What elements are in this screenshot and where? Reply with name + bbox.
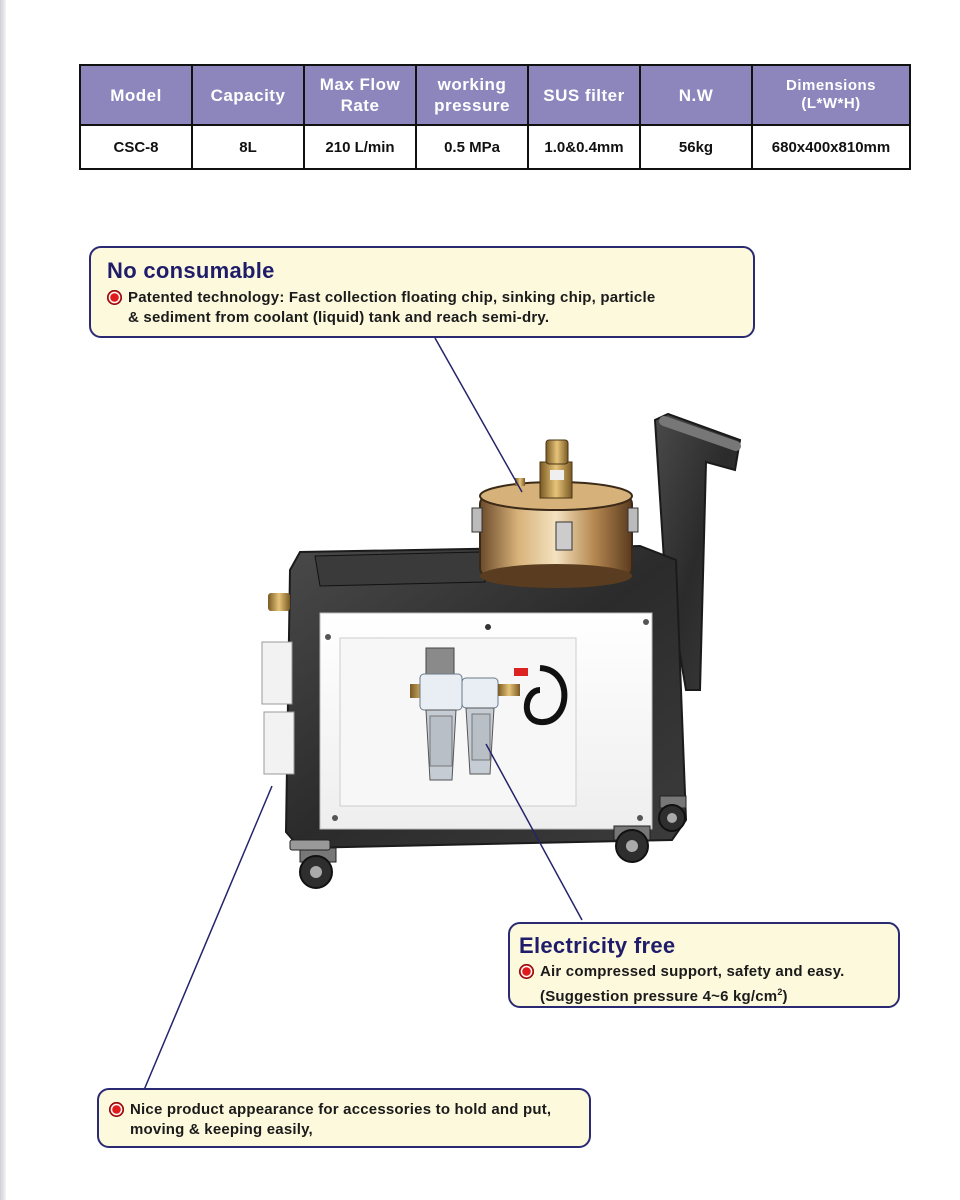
collection-tank: [472, 440, 638, 588]
callout-title: Electricity free: [519, 933, 676, 958]
bullet-icon: [107, 290, 122, 305]
callout-text-line: Nice product appearance for accessories to hold and put,: [130, 1101, 552, 1118]
header-sus-filter: SUS filter: [528, 65, 640, 125]
callout-text-line: Air compressed support, safety and easy.: [540, 963, 845, 980]
cell-max-flow-rate: 210 L/min: [304, 125, 416, 169]
cell-dimensions: 680x400x810mm: [752, 125, 910, 169]
cell-nw: 56kg: [640, 125, 752, 169]
callout-text-line: & sediment from coolant (liquid) tank and reach semi-dry.: [128, 309, 550, 326]
bullet-icon: [519, 964, 534, 979]
cell-capacity: 8L: [192, 125, 304, 169]
header-capacity: Capacity: [192, 65, 304, 125]
list-item: [519, 962, 845, 1007]
callout-text-line: (Suggestion pressure 4~6 $kg/cm^2$): [540, 987, 788, 1005]
bullet-icon: [109, 1102, 124, 1117]
header-max-flow-rate: Max Flow Rate: [304, 65, 416, 125]
callout-title: No consumable: [107, 258, 275, 283]
callout-text-line: moving & keeping easily,: [130, 1121, 313, 1138]
header-working-pressure: working pressure: [416, 65, 528, 125]
cell-working-pressure: 0.5 MPa: [416, 125, 528, 169]
list-item: [109, 1100, 551, 1140]
header-nw: N.W: [640, 65, 752, 125]
cell-sus-filter: 1.0&0.4mm: [528, 125, 640, 169]
header-model: Model: [80, 65, 192, 125]
header-dimensions: Dimensions (L*W*H): [752, 65, 910, 125]
callout-no-consumable: [89, 246, 755, 338]
callout-electricity-free: [508, 922, 900, 1008]
superscript: 2: [777, 987, 783, 997]
list-item: [107, 288, 655, 328]
callout-text-line: Patented technology: Fast collection floating chip, sinking chip, particle: [128, 289, 656, 306]
cell-model: CSC-8: [80, 125, 192, 169]
callout-appearance: [97, 1088, 591, 1148]
